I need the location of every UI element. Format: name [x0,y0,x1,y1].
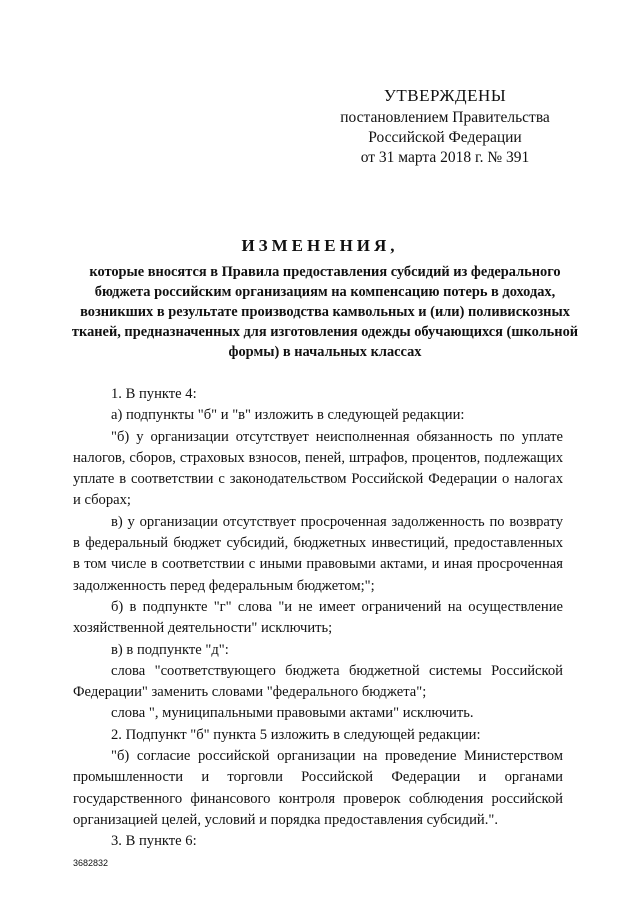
paragraph: "б) согласие российской организации на проведение Министерством промышленности и торговли Российской Федерации и органами государственного финансового контроля проверок соблюдения российской организацией целей, условий и порядка предоставления субсидий.". [73,748,563,828]
approval-line-1: постановлением Правительства [340,109,550,126]
paragraph: слова "соответствующего бюджета бюджетной системы Российской Федерации" заменить словами "федерального бюджета"; [73,662,563,701]
approval-line-3: от 31 марта 2018 г. № 391 [360,149,530,166]
approval-line-2: Российской Федерации [368,129,522,146]
paragraph: 2. Подпункт "б" пункта 5 изложить в следующей редакции: [111,726,481,743]
document-body [73,384,563,853]
paragraph: б) в подпункте "г" слова "и не имеет ограничений на осуществление хозяйственной деятельности" исключить; [73,598,563,637]
approval-block [330,86,560,168]
document-subtitle: которые вносятся в Правила предоставления субсидий из федерального бюджета российским организациям на компенсацию потерь в доходах, возникших в результате производства камвольных и (или) поливискозных тканей, предназначенных для изготовления одежды обучающихся (школьной формы) в начальных классах [71,264,579,360]
paragraph: в) у организации отсутствует просроченная задолженность по возврату в федеральный бюджет субсидий, бюджетных инвестиций, предоставленных в том числе в соответствии с иными правовыми актами, и иная просроченная задолженность перед федеральным бюджетом;"; [73,513,563,594]
paragraph: а) подпункты "б" и "в" изложить в следующей редакции: [111,407,465,424]
approval-heading: УТВЕРЖДЕНЫ [383,86,507,105]
paragraph: 3. В пункте 6: [111,833,197,850]
document-number: 3682832 [73,858,109,868]
document-title: ИЗМЕНЕНИЯ, [241,236,399,255]
paragraph: в) в подпункте "д": [111,641,229,658]
paragraph: "б) у организации отсутствует неисполненная обязанность по уплате налогов, сборов, страховых взносов, пеней, штрафов, процентов, подлежащих уплате в соответствии с законодательством Российской Федерации о налогах и сборах; [73,428,563,509]
paragraph: 1. В пункте 4: [111,386,197,402]
paragraph: слова ", муниципальными правовыми актами" исключить. [111,705,474,722]
